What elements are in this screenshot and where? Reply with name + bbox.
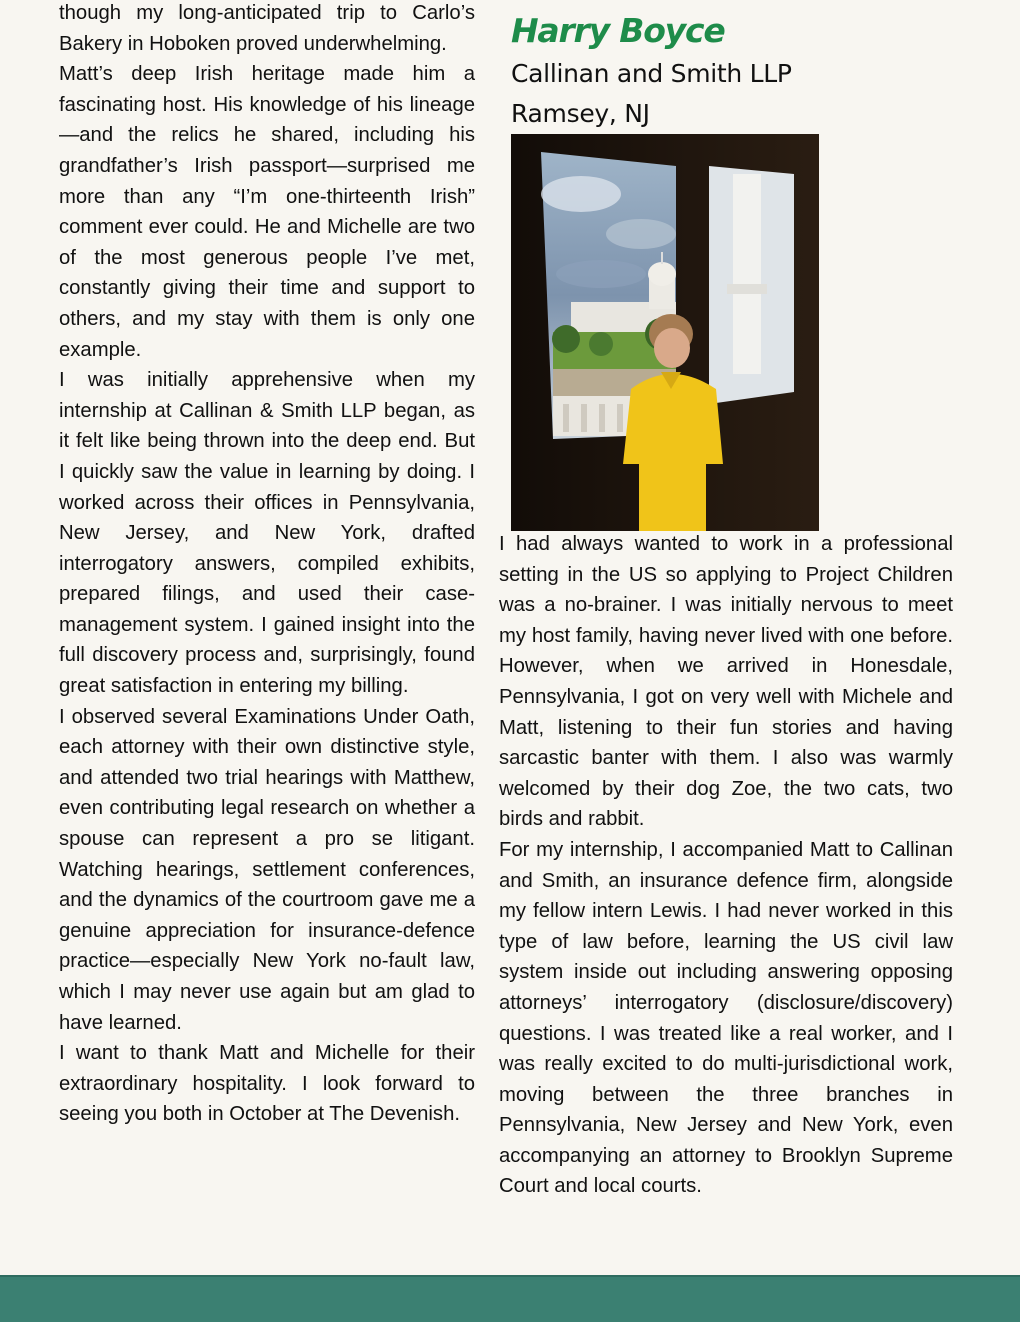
photo-illustration [511,134,819,531]
profile-photo [511,134,819,531]
profile-location: Ramsey, NJ [511,99,650,128]
paragraph-internship-experience: I was initially apprehensive when my internship at Callinan & Smith LLP began, as it felt like being thrown into the deep end. But I quickly saw the value in learning by doing. I worked across their offices in Pennsylvania, New Jersey, and New York, drafted interrogatory answers, compiled exhibits, prepared filings, and used their case-management system. I gained insight into the full discovery process and, surprisingly, found great satisfaction in entering my billing. [59,369,475,698]
left-column-text [59,0,475,1130]
profile-firm: Callinan and Smith LLP [511,59,792,88]
paragraph-irish-heritage: Matt’s deep Irish heritage made him a fascinating host. His knowledge of his lineage—and the relics he shared, including his grandfather’s Irish passport—surprised me more than any “I’m one-thirteenth Irish” comment ever could. He and Michelle are two of the most generous people I’ve met, constantly giving their time and support to others, and my stay with them is only one example. [59,63,475,361]
paragraph-carlos-bakery: though my long-anticipated trip to Carlo’s Bakery in Hoboken proved underwhelming. [59,2,475,55]
profile-name: Harry Boyce [511,11,725,50]
paragraph-project-children: I had always wanted to work in a professional setting in the US so applying to Project Children was a no-brainer. I was initially nervous to meet my host family, having never lived with one before. However, when we arrived in Honesdale, Pennsylvania, I got on very well with Michele and Matt, listening to their fun stories and having sarcastic banter with them. I also was warmly welcomed by their dog Zoe, the two cats, two birds and rabbit. [499,533,953,831]
paragraph-internship-callinan-smith: For my internship, I accompanied Matt to Callinan and Smith, an insurance defence firm, alongside my fellow intern Lewis. I had never worked in this type of law before, learning the US civil law system inside out including answering opposing attorneys’ interrogatory (disclosure/discovery) questions. I was treated like a real worker, and I was really excited to do multi-jurisdictional work, moving between the three branches in Pennsylvania, New Jersey and New York, even accompanying an attorney to Brooklyn Supreme Court and local courts. [499,838,953,1198]
paragraph-thank-you: I want to thank Matt and Michelle for their extraordinary hospitality. I look forward to seeing you both in October at The Devenish. [59,1042,475,1126]
profile-header [511,8,931,134]
paragraph-examinations-under-oath: I observed several Examinations Under Oath, each attorney with their own distinctive style, and attended two trial hearings with Matthew, even contributing legal research on whether a spouse can represent a pro se litigant. Watching hearings, settlement conferences, and the dynamics of the courtroom gave me a genuine appreciation for insurance-defence practice—especially New York no-fault law, which I may never use again but am glad to have learned. [59,705,475,1034]
right-column-text [499,529,953,1202]
window-right [709,166,794,404]
footer-bar [0,1275,1020,1322]
